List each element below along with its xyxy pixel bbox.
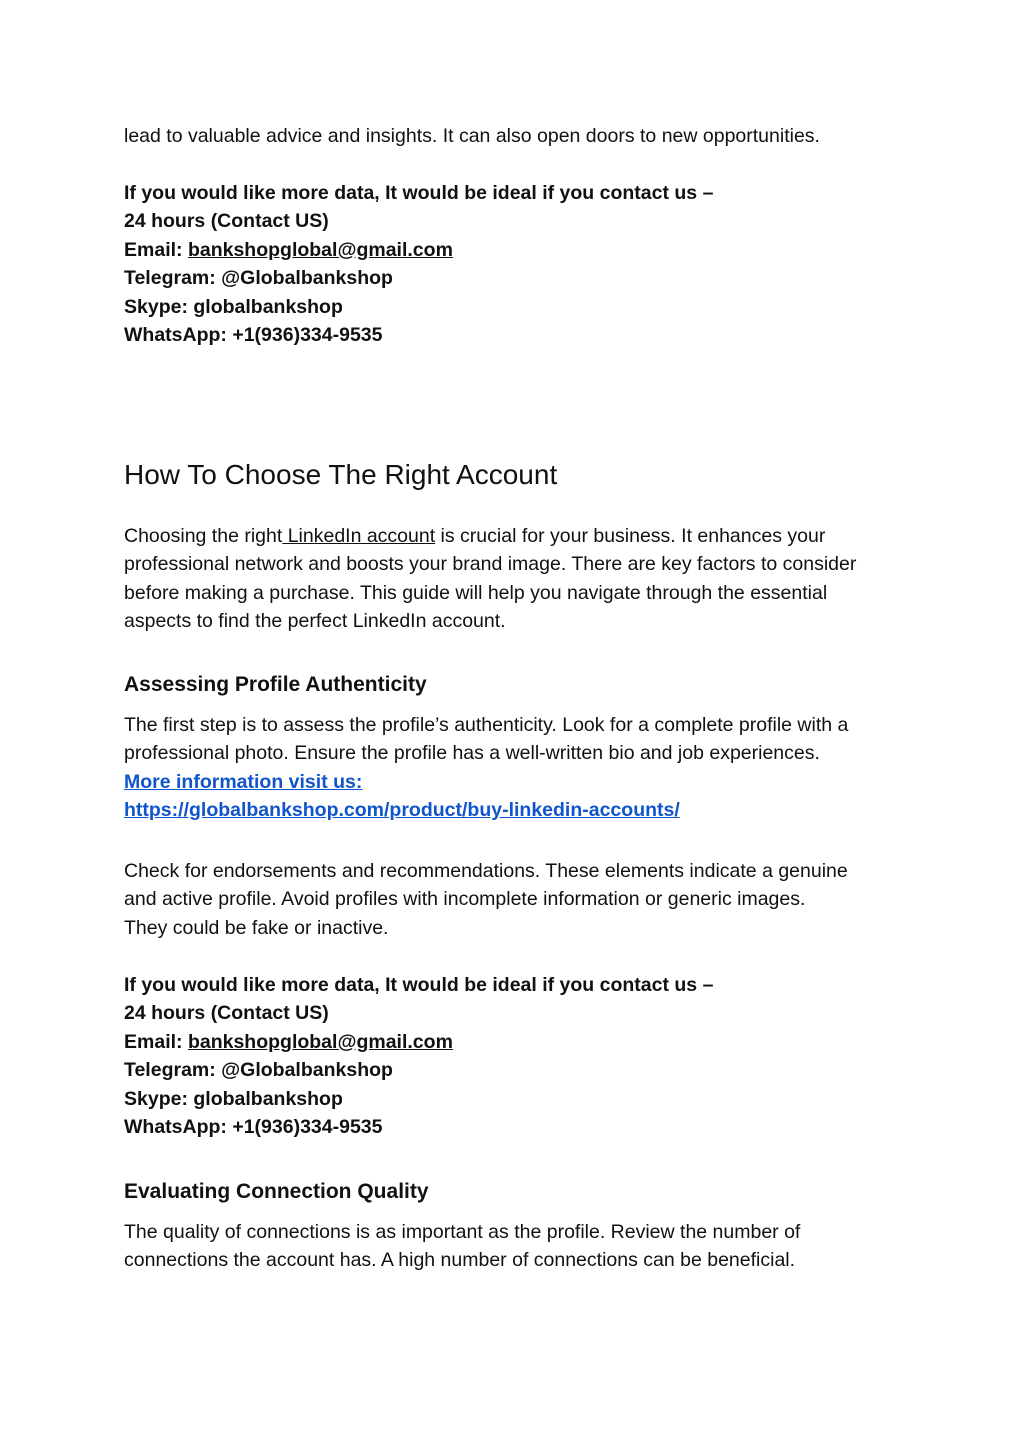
linkedin-account-link[interactable]: LinkedIn account bbox=[282, 525, 436, 547]
choose-text-after-link: is crucial for your business. It enhances your bbox=[435, 525, 826, 547]
choose-line-4: aspects to find the perfect LinkedIn account. bbox=[124, 610, 506, 633]
authenticity-line-2: professional photo. Ensure the profile has a well-written bio and job experiences. bbox=[124, 742, 820, 765]
contact-block-2 bbox=[124, 971, 914, 1141]
contact-whatsapp: WhatsApp: +1(936)334-9535 bbox=[124, 324, 383, 347]
choose-line-1 bbox=[124, 522, 914, 550]
more-info-link[interactable]: More information visit us: bbox=[124, 770, 363, 793]
choose-text-before-link: Choosing the right bbox=[124, 525, 283, 547]
connections-line-1: The quality of connections is as important as the profile. Review the number of bbox=[124, 1221, 801, 1243]
section-choose-heading-wrap bbox=[124, 457, 914, 493]
authenticity-line-1: The first step is to assess the profile’s authenticity. Look for a complete profile with a bbox=[124, 714, 849, 736]
contact-hours: 24 hours (Contact US) bbox=[124, 1002, 329, 1025]
contact-skype: Skype: globalbankshop bbox=[124, 295, 343, 318]
section-connections-heading-wrap bbox=[124, 1177, 914, 1207]
contact-telegram: Telegram: @Globalbankshop bbox=[124, 267, 393, 290]
connections-line-2: connections the account has. A high number of connections can be beneficial. bbox=[124, 1249, 796, 1272]
contact-skype: Skype: globalbankshop bbox=[124, 1087, 343, 1110]
contact-whatsapp: WhatsApp: +1(936)334-9535 bbox=[124, 1116, 383, 1139]
section-choose-paragraph bbox=[124, 522, 914, 636]
contact-hours: 24 hours (Contact US) bbox=[124, 210, 329, 233]
intro-line: lead to valuable advice and insights. It can also open doors to new opportunities. bbox=[124, 125, 820, 147]
endorsement-line-2: and active profile. Avoid profiles with incomplete information or generic images. bbox=[124, 888, 806, 911]
section-authenticity-heading-wrap bbox=[124, 670, 914, 700]
subsection-heading: Evaluating Connection Quality bbox=[124, 1180, 429, 1203]
subsection-heading: Assessing Profile Authenticity bbox=[124, 673, 427, 696]
email-label: Email: bbox=[124, 1030, 188, 1053]
section-heading: How To Choose The Right Account bbox=[124, 459, 558, 490]
email-link[interactable]: bankshopglobal@gmail.com bbox=[187, 238, 453, 261]
intro-paragraph bbox=[124, 122, 914, 150]
product-url-link[interactable]: https://globalbankshop.com/product/buy-linkedin-accounts/ bbox=[124, 799, 680, 822]
email-link[interactable]: bankshopglobal@gmail.com bbox=[187, 1030, 453, 1053]
choose-line-2: professional network and boosts your brand image. There are key factors to consider bbox=[124, 553, 857, 576]
contact-email-row bbox=[124, 236, 914, 264]
contact-email-row bbox=[124, 1028, 914, 1056]
contact-telegram: Telegram: @Globalbankshop bbox=[124, 1059, 393, 1082]
authenticity-paragraph-1 bbox=[124, 711, 914, 825]
authenticity-paragraph-2 bbox=[124, 857, 914, 942]
contact-lead: If you would like more data, It would be ideal if you contact us – bbox=[124, 182, 714, 204]
choose-line-3: before making a purchase. This guide will help you navigate through the essential bbox=[124, 581, 828, 604]
contact-lead: If you would like more data, It would be ideal if you contact us – bbox=[124, 974, 714, 996]
contact-block-1 bbox=[124, 179, 914, 349]
endorsement-line-1: Check for endorsements and recommendations. These elements indicate a genuine bbox=[124, 860, 848, 882]
connections-paragraph bbox=[124, 1218, 914, 1275]
email-label: Email: bbox=[124, 238, 188, 261]
endorsement-line-3: They could be fake or inactive. bbox=[124, 916, 389, 939]
